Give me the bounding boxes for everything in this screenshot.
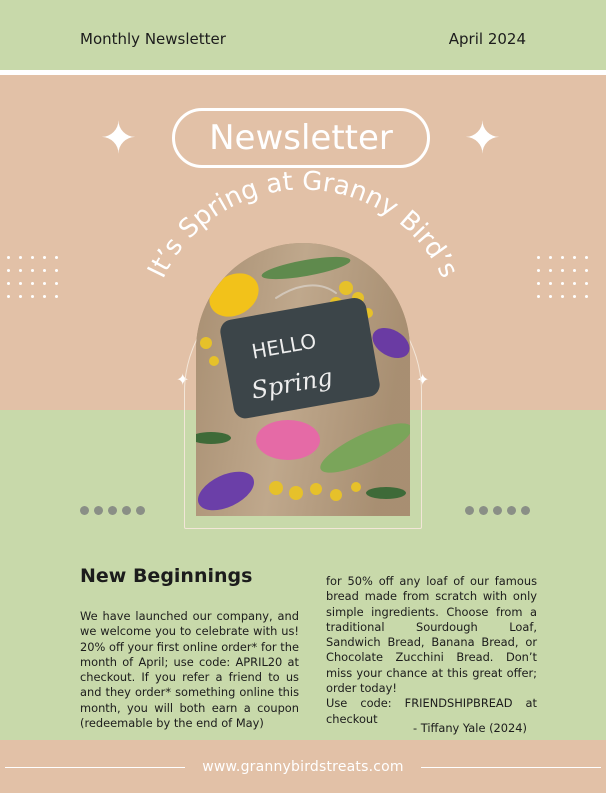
dot-row-right [465, 506, 530, 515]
signature: - Tiffany Yale (2024) [413, 721, 527, 735]
sparkle-icon-small-right: ✦ [416, 370, 430, 389]
photo-text-hello: HELLO [249, 328, 318, 364]
issue-date: April 2024 [448, 30, 526, 48]
code-line: Use code: FRIENDSHIPBREAD at checkout [326, 696, 537, 726]
svg-text:It’s Spring at Granny Bird’s [142, 166, 463, 282]
arc-title-text: It’s Spring at Granny Bird’s [142, 166, 464, 283]
article-right-column [326, 574, 537, 727]
sparkle-icon-right: ✦ [464, 113, 501, 164]
dot-row-left [80, 506, 145, 515]
article-right-text: for 50% off any loaf of our famous bread made from scratch with only simple ingredients. Choose from a traditional Sourdough Loaf, Sandwich Bread, Banana Bread, or Chocolate Zucchini Bread. Don’t miss your chance at this great offer; order today! [326, 574, 537, 696]
article-left-text: We have launched our company, and we welcome you to celebrate with us! 20% off your first online order* for the month of April; use code: APRIL20 at checkout. If you refer a friend to us and they order* something online this month, you will both earn a coupon (redeemable by the end of May) [80, 609, 299, 731]
footer [0, 740, 606, 793]
sparkle-icon-small-left: ✦ [176, 370, 190, 389]
newsletter-label: Monthly Newsletter [80, 30, 226, 48]
article-left-column [80, 609, 299, 731]
article-heading: New Beginnings [80, 565, 253, 587]
photo-text-spring: Spring [249, 362, 335, 405]
website-link[interactable]: www.grannybirdstreats.com [202, 759, 404, 775]
sparkle-icon-left: ✦ [100, 113, 137, 164]
newsletter-title-pill: Newsletter [172, 108, 430, 168]
